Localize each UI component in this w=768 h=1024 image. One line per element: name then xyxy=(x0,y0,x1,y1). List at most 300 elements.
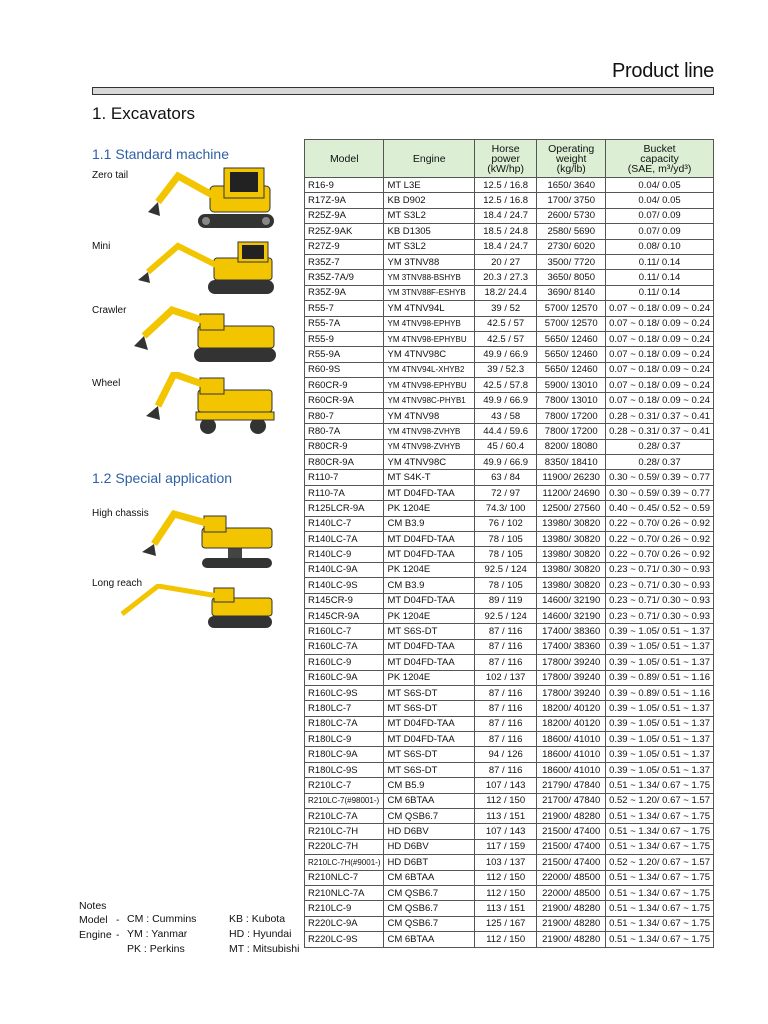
cell-horse-power: 102 / 137 xyxy=(474,670,536,685)
cell-model: R110-7A xyxy=(305,485,384,500)
cell-operating-weight: 22000/ 48500 xyxy=(537,885,606,900)
cell-model: R210NLC-7 xyxy=(305,870,384,885)
cell-horse-power: 18.4 / 24.7 xyxy=(474,208,536,223)
table-row xyxy=(305,254,714,269)
cell-model: R220LC-9A xyxy=(305,916,384,931)
cell-bucket-capacity: 0.30 ~ 0.59/ 0.39 ~ 0.77 xyxy=(606,485,714,500)
cell-operating-weight: 3690/ 8140 xyxy=(537,285,606,300)
cell-model: R140LC-7 xyxy=(305,516,384,531)
cell-bucket-capacity: 0.51 ~ 1.34/ 0.67 ~ 1.75 xyxy=(606,901,714,916)
cell-horse-power: 87 / 116 xyxy=(474,716,536,731)
cell-operating-weight: 2730/ 6020 xyxy=(537,239,606,254)
table-row xyxy=(305,701,714,716)
cell-operating-weight: 21900/ 48280 xyxy=(537,809,606,824)
cell-engine: YM 4TNV98-EPHYB xyxy=(384,316,474,331)
cell-horse-power: 89 / 119 xyxy=(474,593,536,608)
cell-engine: CM QSB6.7 xyxy=(384,901,474,916)
table-row xyxy=(305,531,714,546)
cell-model: R145CR-9A xyxy=(305,608,384,623)
table-row xyxy=(305,347,714,362)
table-header-row xyxy=(305,140,714,178)
cell-operating-weight: 7800/ 17200 xyxy=(537,424,606,439)
cell-engine: MT S6S-DT xyxy=(384,701,474,716)
cell-horse-power: 78 / 105 xyxy=(474,547,536,562)
cell-model: R35Z-9A xyxy=(305,285,384,300)
cell-model: R16-9 xyxy=(305,178,384,193)
cell-horse-power: 87 / 116 xyxy=(474,639,536,654)
cell-operating-weight: 1700/ 3750 xyxy=(537,193,606,208)
table-row xyxy=(305,393,714,408)
cell-bucket-capacity: 0.39 ~ 1.05/ 0.51 ~ 1.37 xyxy=(606,701,714,716)
cell-horse-power: 112 / 150 xyxy=(474,870,536,885)
table-row xyxy=(305,670,714,685)
cell-bucket-capacity: 0.28 ~ 0.31/ 0.37 ~ 0.41 xyxy=(606,424,714,439)
page-title: Product line xyxy=(611,60,714,82)
cell-horse-power: 39 / 52 xyxy=(474,301,536,316)
cell-operating-weight: 21900/ 48280 xyxy=(537,901,606,916)
label-long-reach: Long reach xyxy=(92,578,143,589)
notes-yanmar: YM : Yanmar xyxy=(127,928,188,940)
table-row xyxy=(305,608,714,623)
cell-bucket-capacity: 0.51 ~ 1.34/ 0.67 ~ 1.75 xyxy=(606,932,714,947)
cell-engine: PK 1204E xyxy=(384,670,474,685)
table-row xyxy=(305,239,714,254)
cell-engine: YM 4TNV98-ZVHYB xyxy=(384,439,474,454)
cell-model: R140LC-9A xyxy=(305,562,384,577)
cell-operating-weight: 3650/ 8050 xyxy=(537,270,606,285)
cell-operating-weight: 18200/ 40120 xyxy=(537,701,606,716)
cell-horse-power: 107 / 143 xyxy=(474,824,536,839)
cell-operating-weight: 13980/ 30820 xyxy=(537,547,606,562)
cell-engine: YM 3TNV88F-ESHYB xyxy=(384,285,474,300)
cell-engine: MT D04FD-TAA xyxy=(384,732,474,747)
cell-operating-weight: 21700/ 47840 xyxy=(537,793,606,808)
table-row xyxy=(305,178,714,193)
cell-operating-weight: 14600/ 32190 xyxy=(537,608,606,623)
cell-operating-weight: 11900/ 26230 xyxy=(537,470,606,485)
cell-model: R210LC-7H xyxy=(305,824,384,839)
cell-model: R210LC-7(#98001-) xyxy=(305,793,384,808)
cell-horse-power: 92.5 / 124 xyxy=(474,562,536,577)
table-row xyxy=(305,224,714,239)
cell-operating-weight: 13980/ 30820 xyxy=(537,578,606,593)
cell-model: R220LC-9S xyxy=(305,932,384,947)
cell-model: R80-7A xyxy=(305,424,384,439)
cell-operating-weight: 12500/ 27560 xyxy=(537,501,606,516)
cell-operating-weight: 18200/ 40120 xyxy=(537,716,606,731)
cell-operating-weight: 17800/ 39240 xyxy=(537,655,606,670)
cell-bucket-capacity: 0.28/ 0.37 xyxy=(606,455,714,470)
cell-bucket-capacity: 0.07 ~ 0.18/ 0.09 ~ 0.24 xyxy=(606,362,714,377)
cell-bucket-capacity: 0.51 ~ 1.34/ 0.67 ~ 1.75 xyxy=(606,870,714,885)
cell-model: R55-9A xyxy=(305,347,384,362)
cell-bucket-capacity: 0.07 ~ 0.18/ 0.09 ~ 0.24 xyxy=(606,316,714,331)
cell-bucket-capacity: 0.39 ~ 1.05/ 0.51 ~ 1.37 xyxy=(606,624,714,639)
cell-operating-weight: 3500/ 7720 xyxy=(537,254,606,269)
cell-model: R160LC-7A xyxy=(305,639,384,654)
cell-operating-weight: 21500/ 47400 xyxy=(537,839,606,854)
cell-operating-weight: 5700/ 12570 xyxy=(537,316,606,331)
cell-model: R160LC-7 xyxy=(305,624,384,639)
cell-operating-weight: 2580/ 5690 xyxy=(537,224,606,239)
cell-engine: MT D04FD-TAA xyxy=(384,716,474,731)
cell-model: R140LC-9 xyxy=(305,547,384,562)
table-row xyxy=(305,932,714,947)
header-engine: Engine xyxy=(384,140,474,178)
table-row xyxy=(305,485,714,500)
cell-engine: YM 4TNV98-EPHYBU xyxy=(384,378,474,393)
cell-horse-power: 92.5 / 124 xyxy=(474,608,536,623)
cell-model: R210LC-7 xyxy=(305,778,384,793)
cell-engine: YM 3TNV88-BSHYB xyxy=(384,270,474,285)
cell-horse-power: 87 / 116 xyxy=(474,624,536,639)
cell-model: R140LC-9S xyxy=(305,578,384,593)
cell-bucket-capacity: 0.23 ~ 0.71/ 0.30 ~ 0.93 xyxy=(606,593,714,608)
cell-horse-power: 103 / 137 xyxy=(474,855,536,870)
cell-bucket-capacity: 0.22 ~ 0.70/ 0.26 ~ 0.92 xyxy=(606,547,714,562)
cell-model: R140LC-7A xyxy=(305,531,384,546)
cell-operating-weight: 17800/ 39240 xyxy=(537,685,606,700)
cell-horse-power: 12.5 / 16.8 xyxy=(474,178,536,193)
section-title: 1. Excavators xyxy=(92,104,195,123)
label-zero-tail: Zero tail xyxy=(92,170,129,181)
cell-engine: MT S6S-DT xyxy=(384,762,474,777)
table-row xyxy=(305,778,714,793)
cell-engine: YM 4TNV98 xyxy=(384,408,474,423)
cell-engine: CM 6BTAA xyxy=(384,793,474,808)
cell-bucket-capacity: 0.07/ 0.09 xyxy=(606,224,714,239)
cell-horse-power: 20.3 / 27.3 xyxy=(474,270,536,285)
cell-bucket-capacity: 0.39 ~ 1.05/ 0.51 ~ 1.37 xyxy=(606,762,714,777)
cell-horse-power: 107 / 143 xyxy=(474,778,536,793)
cell-bucket-capacity: 0.51 ~ 1.34/ 0.67 ~ 1.75 xyxy=(606,839,714,854)
cell-operating-weight: 22000/ 48500 xyxy=(537,870,606,885)
cell-bucket-capacity: 0.51 ~ 1.34/ 0.67 ~ 1.75 xyxy=(606,824,714,839)
table-row xyxy=(305,516,714,531)
table-row xyxy=(305,362,714,377)
cell-bucket-capacity: 0.40 ~ 0.45/ 0.52 ~ 0.59 xyxy=(606,501,714,516)
notes-dash: - xyxy=(116,929,120,941)
cell-bucket-capacity: 0.04/ 0.05 xyxy=(606,193,714,208)
cell-bucket-capacity: 0.51 ~ 1.34/ 0.67 ~ 1.75 xyxy=(606,809,714,824)
cell-operating-weight: 21790/ 47840 xyxy=(537,778,606,793)
table-row xyxy=(305,901,714,916)
cell-model: R110-7 xyxy=(305,470,384,485)
cell-horse-power: 87 / 116 xyxy=(474,685,536,700)
cell-bucket-capacity: 0.23 ~ 0.71/ 0.30 ~ 0.93 xyxy=(606,562,714,577)
table-row xyxy=(305,639,714,654)
cell-horse-power: 18.4 / 24.7 xyxy=(474,239,536,254)
table-row xyxy=(305,331,714,346)
cell-model: R160LC-9 xyxy=(305,655,384,670)
label-mini: Mini xyxy=(92,241,111,252)
cell-bucket-capacity: 0.07 ~ 0.18/ 0.09 ~ 0.24 xyxy=(606,378,714,393)
cell-engine: HD D6BV xyxy=(384,839,474,854)
table-row xyxy=(305,455,714,470)
cell-engine: PK 1204E xyxy=(384,608,474,623)
cell-horse-power: 39 / 52.3 xyxy=(474,362,536,377)
cell-horse-power: 125 / 167 xyxy=(474,916,536,931)
cell-model: R60CR-9A xyxy=(305,393,384,408)
cell-horse-power: 74.3/ 100 xyxy=(474,501,536,516)
cell-horse-power: 112 / 150 xyxy=(474,885,536,900)
cell-engine: MT S4K-T xyxy=(384,470,474,485)
cell-operating-weight: 21900/ 48280 xyxy=(537,916,606,931)
cell-engine: CM B5.9 xyxy=(384,778,474,793)
cell-horse-power: 112 / 150 xyxy=(474,932,536,947)
cell-bucket-capacity: 0.04/ 0.05 xyxy=(606,178,714,193)
cell-horse-power: 18.5 / 24.8 xyxy=(474,224,536,239)
cell-horse-power: 113 / 151 xyxy=(474,901,536,916)
label-wheel: Wheel xyxy=(92,378,121,389)
label-crawler: Crawler xyxy=(92,305,127,316)
cell-bucket-capacity: 0.07 ~ 0.18/ 0.09 ~ 0.24 xyxy=(606,393,714,408)
cell-engine: KB D902 xyxy=(384,193,474,208)
cell-engine: CM B3.9 xyxy=(384,578,474,593)
cell-horse-power: 94 / 126 xyxy=(474,747,536,762)
cell-operating-weight: 18600/ 41010 xyxy=(537,732,606,747)
cell-model: R35Z-7 xyxy=(305,254,384,269)
cell-operating-weight: 18600/ 41010 xyxy=(537,762,606,777)
cell-engine: MT S6S-DT xyxy=(384,747,474,762)
cell-engine: HD D6BT xyxy=(384,855,474,870)
notes-cummins: CM : Cummins xyxy=(127,913,197,925)
cell-operating-weight: 13980/ 30820 xyxy=(537,562,606,577)
cell-operating-weight: 8200/ 18080 xyxy=(537,439,606,454)
cell-horse-power: 87 / 116 xyxy=(474,701,536,716)
cell-model: R220LC-7H xyxy=(305,839,384,854)
cell-model: R180LC-9A xyxy=(305,747,384,762)
mini-excavator-icon xyxy=(118,236,278,296)
cell-engine: MT S6S-DT xyxy=(384,685,474,700)
cell-model: R180LC-9S xyxy=(305,762,384,777)
cell-horse-power: 72 / 97 xyxy=(474,485,536,500)
table-row xyxy=(305,655,714,670)
table-row xyxy=(305,547,714,562)
cell-bucket-capacity: 0.11/ 0.14 xyxy=(606,254,714,269)
cell-horse-power: 45 / 60.4 xyxy=(474,439,536,454)
cell-model: R80-7 xyxy=(305,408,384,423)
cell-operating-weight: 1650/ 3640 xyxy=(537,178,606,193)
cell-operating-weight: 17400/ 38360 xyxy=(537,624,606,639)
notes-engine-label: Engine xyxy=(79,929,112,941)
cell-bucket-capacity: 0.52 ~ 1.20/ 0.67 ~ 1.57 xyxy=(606,855,714,870)
table-row xyxy=(305,747,714,762)
cell-horse-power: 43 / 58 xyxy=(474,408,536,423)
cell-bucket-capacity: 0.28/ 0.37 xyxy=(606,439,714,454)
table-row xyxy=(305,885,714,900)
cell-engine: HD D6BV xyxy=(384,824,474,839)
table-row xyxy=(305,793,714,808)
table-row xyxy=(305,839,714,854)
table-row xyxy=(305,716,714,731)
table-row xyxy=(305,593,714,608)
table-row xyxy=(305,270,714,285)
cell-bucket-capacity: 0.11/ 0.14 xyxy=(606,270,714,285)
cell-model: R210LC-7H(#9001-) xyxy=(305,855,384,870)
cell-model: R60CR-9 xyxy=(305,378,384,393)
cell-engine: CM 6BTAA xyxy=(384,932,474,947)
header-operating-weight: Operating weight (kg/lb) xyxy=(537,140,606,178)
cell-horse-power: 49.9 / 66.9 xyxy=(474,347,536,362)
standard-machine-heading: 1.1 Standard machine xyxy=(92,146,229,162)
cell-operating-weight: 13980/ 30820 xyxy=(537,531,606,546)
cell-model: R25Z-9A xyxy=(305,208,384,223)
notes-title: Notes xyxy=(79,900,107,912)
cell-bucket-capacity: 0.07/ 0.09 xyxy=(606,208,714,223)
cell-horse-power: 44.4 / 59.6 xyxy=(474,424,536,439)
table-row xyxy=(305,562,714,577)
table-row xyxy=(305,501,714,516)
cell-model: R80CR-9 xyxy=(305,439,384,454)
table-row xyxy=(305,916,714,931)
table-row xyxy=(305,301,714,316)
cell-bucket-capacity: 0.22 ~ 0.70/ 0.26 ~ 0.92 xyxy=(606,516,714,531)
cell-engine: CM QSB6.7 xyxy=(384,809,474,824)
cell-engine: PK 1204E xyxy=(384,562,474,577)
table-row xyxy=(305,685,714,700)
cell-model: R210NLC-7A xyxy=(305,885,384,900)
table-row xyxy=(305,855,714,870)
table-row xyxy=(305,285,714,300)
zero-tail-excavator-icon xyxy=(118,162,278,230)
cell-model: R160LC-9S xyxy=(305,685,384,700)
cell-horse-power: 20 / 27 xyxy=(474,254,536,269)
cell-operating-weight: 5650/ 12460 xyxy=(537,331,606,346)
cell-model: R55-7A xyxy=(305,316,384,331)
cell-horse-power: 18.2/ 24.4 xyxy=(474,285,536,300)
cell-horse-power: 49.9 / 66.9 xyxy=(474,393,536,408)
cell-engine: MT S3L2 xyxy=(384,239,474,254)
cell-engine: MT D04FD-TAA xyxy=(384,655,474,670)
cell-operating-weight: 5700/ 12570 xyxy=(537,301,606,316)
cell-model: R180LC-7 xyxy=(305,701,384,716)
cell-horse-power: 87 / 116 xyxy=(474,732,536,747)
cell-model: R17Z-9A xyxy=(305,193,384,208)
notes-kubota: KB : Kubota xyxy=(229,913,286,925)
table-row xyxy=(305,762,714,777)
cell-bucket-capacity: 0.23 ~ 0.71/ 0.30 ~ 0.93 xyxy=(606,578,714,593)
cell-engine: YM 4TNV98C-PHYB1 xyxy=(384,393,474,408)
cell-operating-weight: 5650/ 12460 xyxy=(537,347,606,362)
cell-operating-weight: 5900/ 13010 xyxy=(537,378,606,393)
notes-dash: - xyxy=(116,914,120,926)
cell-bucket-capacity: 0.39 ~ 0.89/ 0.51 ~ 1.16 xyxy=(606,685,714,700)
cell-horse-power: 76 / 102 xyxy=(474,516,536,531)
table-row xyxy=(305,439,714,454)
title-divider-bar xyxy=(92,87,714,95)
cell-operating-weight: 14600/ 32190 xyxy=(537,593,606,608)
cell-bucket-capacity: 0.23 ~ 0.71/ 0.30 ~ 0.93 xyxy=(606,608,714,623)
cell-horse-power: 49.9 / 66.9 xyxy=(474,455,536,470)
cell-operating-weight: 5650/ 12460 xyxy=(537,362,606,377)
table-row xyxy=(305,870,714,885)
cell-model: R27Z-9 xyxy=(305,239,384,254)
cell-bucket-capacity: 0.22 ~ 0.70/ 0.26 ~ 0.92 xyxy=(606,531,714,546)
cell-horse-power: 112 / 150 xyxy=(474,793,536,808)
cell-engine: MT S3L2 xyxy=(384,208,474,223)
notes-model-label: Model xyxy=(79,914,108,926)
cell-bucket-capacity: 0.07 ~ 0.18/ 0.09 ~ 0.24 xyxy=(606,331,714,346)
cell-engine: MT L3E xyxy=(384,178,474,193)
cell-operating-weight: 13980/ 30820 xyxy=(537,516,606,531)
cell-operating-weight: 11200/ 24690 xyxy=(537,485,606,500)
cell-operating-weight: 17400/ 38360 xyxy=(537,639,606,654)
cell-engine: YM 4TNV94L-XHYB2 xyxy=(384,362,474,377)
cell-bucket-capacity: 0.07 ~ 0.18/ 0.09 ~ 0.24 xyxy=(606,301,714,316)
cell-engine: YM 4TNV98C xyxy=(384,455,474,470)
cell-bucket-capacity: 0.08/ 0.10 xyxy=(606,239,714,254)
cell-operating-weight: 17800/ 39240 xyxy=(537,670,606,685)
cell-horse-power: 42.5 / 57 xyxy=(474,316,536,331)
cell-bucket-capacity: 0.51 ~ 1.34/ 0.67 ~ 1.75 xyxy=(606,885,714,900)
cell-horse-power: 12.5 / 16.8 xyxy=(474,193,536,208)
notes-hyundai: HD : Hyundai xyxy=(229,928,292,940)
cell-bucket-capacity: 0.30 ~ 0.59/ 0.39 ~ 0.77 xyxy=(606,470,714,485)
long-reach-excavator-icon xyxy=(118,584,278,630)
excavator-spec-table xyxy=(304,139,714,948)
cell-bucket-capacity: 0.39 ~ 1.05/ 0.51 ~ 1.37 xyxy=(606,716,714,731)
cell-horse-power: 78 / 105 xyxy=(474,578,536,593)
header-bucket-capacity: Bucket capacity (SAE, m³/yd³) xyxy=(606,140,714,178)
header-horse-power: Horse power (kW/hp) xyxy=(474,140,536,178)
cell-model: R80CR-9A xyxy=(305,455,384,470)
cell-horse-power: 87 / 116 xyxy=(474,655,536,670)
cell-operating-weight: 21500/ 47400 xyxy=(537,824,606,839)
cell-bucket-capacity: 0.28 ~ 0.31/ 0.37 ~ 0.41 xyxy=(606,408,714,423)
cell-operating-weight: 7800/ 17200 xyxy=(537,408,606,423)
cell-engine: CM 6BTAA xyxy=(384,870,474,885)
cell-engine: MT D04FD-TAA xyxy=(384,639,474,654)
cell-model: R25Z-9AK xyxy=(305,224,384,239)
table-row xyxy=(305,408,714,423)
cell-model: R160LC-9A xyxy=(305,670,384,685)
cell-model: R125LCR-9A xyxy=(305,501,384,516)
cell-engine: PK 1204E xyxy=(384,501,474,516)
cell-engine: MT D04FD-TAA xyxy=(384,547,474,562)
cell-engine: MT D04FD-TAA xyxy=(384,485,474,500)
cell-model: R180LC-7A xyxy=(305,716,384,731)
cell-horse-power: 78 / 105 xyxy=(474,531,536,546)
crawler-excavator-icon xyxy=(118,306,278,364)
cell-horse-power: 42.5 / 57.8 xyxy=(474,378,536,393)
cell-operating-weight: 21500/ 47400 xyxy=(537,855,606,870)
cell-operating-weight: 7800/ 13010 xyxy=(537,393,606,408)
cell-model: R55-7 xyxy=(305,301,384,316)
cell-horse-power: 87 / 116 xyxy=(474,762,536,777)
cell-engine: MT D04FD-TAA xyxy=(384,593,474,608)
cell-engine: YM 4TNV98-ZVHYB xyxy=(384,424,474,439)
cell-engine: MT D04FD-TAA xyxy=(384,531,474,546)
table-row xyxy=(305,578,714,593)
cell-engine: CM QSB6.7 xyxy=(384,885,474,900)
table-row xyxy=(305,193,714,208)
cell-bucket-capacity: 0.39 ~ 1.05/ 0.51 ~ 1.37 xyxy=(606,732,714,747)
cell-engine: MT S6S-DT xyxy=(384,624,474,639)
cell-model: R55-9 xyxy=(305,331,384,346)
cell-engine: KB D1305 xyxy=(384,224,474,239)
cell-model: R210LC-9 xyxy=(305,901,384,916)
table-row xyxy=(305,208,714,223)
cell-bucket-capacity: 0.51 ~ 1.34/ 0.67 ~ 1.75 xyxy=(606,916,714,931)
cell-bucket-capacity: 0.11/ 0.14 xyxy=(606,285,714,300)
special-application-heading: 1.2 Special application xyxy=(92,470,233,486)
cell-horse-power: 113 / 151 xyxy=(474,809,536,824)
cell-horse-power: 117 / 159 xyxy=(474,839,536,854)
cell-model: R145CR-9 xyxy=(305,593,384,608)
table-row xyxy=(305,316,714,331)
table-row xyxy=(305,424,714,439)
